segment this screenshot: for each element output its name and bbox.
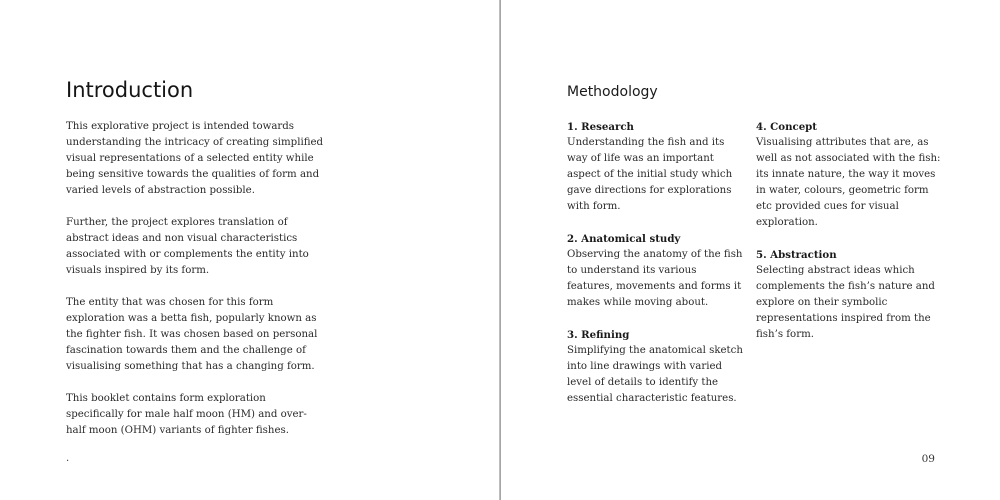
step-heading: 2. Anatomical study [567,233,681,245]
step-heading: 4. Concept [756,121,818,133]
step-text: Simplifying the anatomical sketch into line drawings with varied level of details to identify the essential characteristic features. [567,345,743,404]
introduction-title: Introduction [66,78,194,102]
right-page [501,0,1000,500]
step-abstraction [756,247,946,343]
intro-paragraph-1: This explorative project is intended towards understanding the intricacy of creating simplified visual representations of a selected entity while being sensitive towards the qualities of form and varied levels of abstraction possible. [66,121,324,196]
step-heading: 3. Refining [567,329,630,341]
methodology-title: Methodology [567,84,658,100]
step-research [567,119,745,215]
methodology-column-right [756,119,946,359]
step-text: Understanding the fish and its way of life was an important aspect of the initial study which gave directions for explorations with form. [567,137,733,212]
step-text: Selecting abstract ideas which complements the fish’s nature and explore on their symbolic representations inspired from the fish’s form. [756,265,935,340]
step-text: Visualising attributes that are, as well as not associated with the fish: its innate nature, the way it moves in water, colours, geometric form etc provided cues for visual exploration. [756,137,941,228]
intro-paragraph-2: Further, the project explores translation of abstract ideas and non visual characteristics associated with or complements the entity into visuals inspired by its form. [66,217,309,276]
intro-paragraph-4: This booklet contains form exploration specifically for male half moon (HM) and over-half moon (OHM) variants of fighter fishes. [66,393,307,436]
step-heading: 5. Abstraction [756,249,837,261]
step-heading: 1. Research [567,121,634,133]
step-anatomical-study [567,231,745,311]
page-number: 09 [921,453,935,465]
step-concept [756,119,946,231]
introduction-body [66,119,326,455]
step-refining [567,327,745,407]
step-text: Observing the anatomy of the fish to understand its various features, movements and forms it makes while moving about. [567,249,743,308]
left-page-folio: . [66,453,70,464]
methodology-column-left [567,119,745,423]
intro-paragraph-3: The entity that was chosen for this form exploration was a betta fish, popularly known as the fighter fish. It was chosen based on personal fascination towards them and the challenge of visualising something that has a changing form. [66,297,318,372]
